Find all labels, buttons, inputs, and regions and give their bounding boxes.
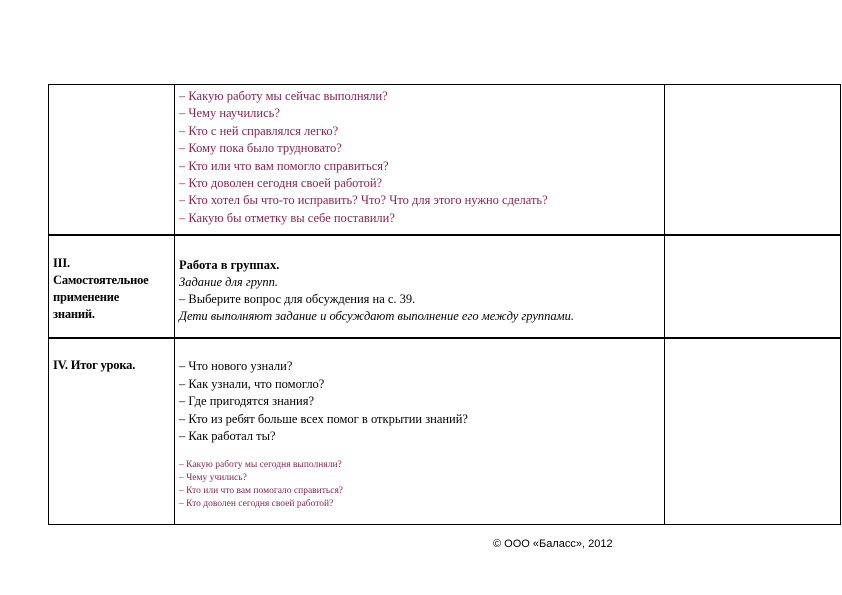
list-item: – Кто хотел бы что-то исправить? Что? Что для этого нужно сделать? (179, 193, 548, 208)
stage-cell (49, 85, 175, 236)
stage-cell (49, 338, 175, 525)
lesson-table (48, 84, 841, 525)
list-item: – Кто с ней справлялся легко? (179, 123, 339, 138)
list-item: – Чему учились? (179, 472, 247, 483)
list-item: – Кто или что вам помогло справиться? (179, 158, 389, 173)
list-item: – Какую работу мы сейчас выполняли? (179, 89, 388, 103)
list-item: – Кто доволен сегодня своей работой? (179, 498, 334, 509)
notes-cell (665, 85, 841, 236)
content-cell (175, 235, 665, 338)
list-item: – Какую бы отметку вы себе поставили? (179, 210, 395, 225)
list-item: – Кому пока было трудновато? (179, 141, 342, 156)
reflection-questions (175, 85, 664, 227)
section-heading: Работа в группах. (179, 258, 280, 272)
list-item: – Как узнали, что помогло? (179, 376, 325, 391)
stage-title: III. Самостоятельное применение знаний. (53, 256, 149, 321)
stage-title: IV. Итог урока. (53, 358, 136, 372)
list-item: – Где пригодятся знания? (179, 394, 315, 409)
list-item: – Кто из ребят больше всех помог в открытии знаний? (179, 411, 468, 426)
activity-note: Дети выполняют задание и обсуждают выполнение его между группами. (179, 309, 575, 323)
content-cell (175, 338, 665, 525)
table-row (49, 85, 841, 236)
list-item: – Что нового узнали? (179, 359, 293, 373)
notes-cell (665, 338, 841, 525)
task-label: Задание для групп. (179, 275, 278, 289)
table-row (49, 338, 841, 525)
content-cell (175, 85, 665, 236)
list-item: – Какую работу мы сегодня выполняли? (179, 459, 342, 470)
stage-cell (49, 235, 175, 338)
list-item: – Кто или что вам помогало справиться? (179, 485, 344, 496)
list-item: – Чему научились? (179, 106, 280, 121)
notes-cell (665, 235, 841, 338)
copyright-footer: © ООО «Баласс», 2012 (493, 538, 613, 550)
summary-questions (175, 339, 664, 446)
reflection-questions (175, 446, 664, 511)
list-item: – Как работал ты? (179, 429, 276, 444)
list-item: – Кто доволен сегодня своей работой? (179, 176, 383, 191)
task-text: – Выберите вопрос для обсуждения на с. 39. (179, 292, 416, 306)
table-row (49, 235, 841, 338)
